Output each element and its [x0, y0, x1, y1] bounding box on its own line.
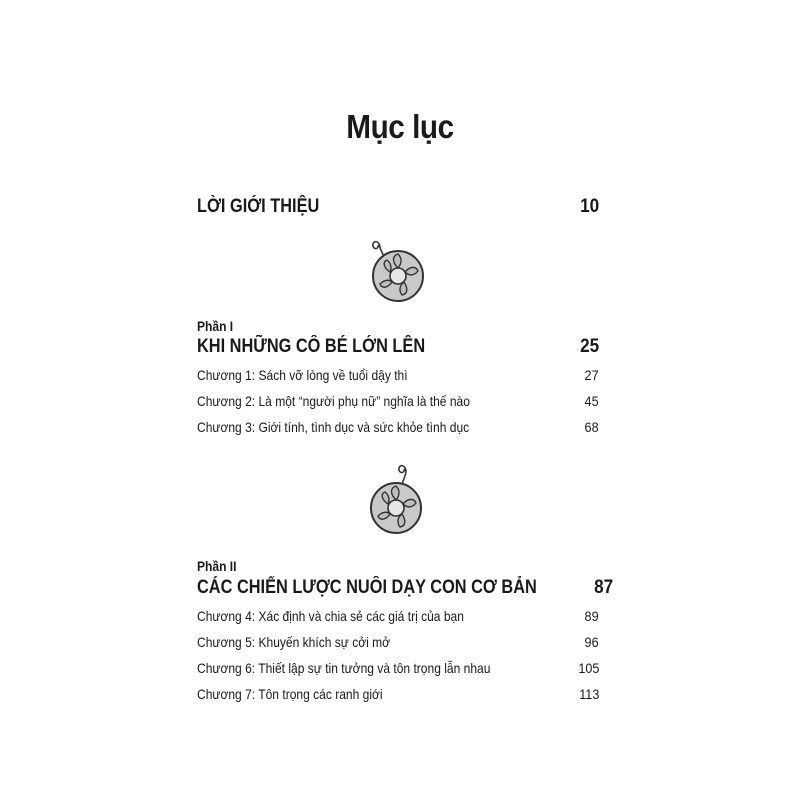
toc-entry-part-1[interactable] [197, 336, 599, 358]
part-label: Phần I [197, 318, 234, 334]
toc-entry-page: 27 [584, 367, 599, 383]
toc-entry-label: KHI NHỮNG CÔ BÉ LỚN LÊN [197, 336, 426, 357]
toc-entry-label: Chương 1: Sách vỡ lòng về tuổi dậy thì [197, 367, 408, 383]
toc-entry-page: 89 [584, 608, 599, 624]
toc-entry-chapter[interactable] [197, 660, 599, 676]
toc-entry-page: 96 [584, 634, 599, 650]
toc-entry-label: LỜI GIỚI THIỆU [197, 196, 320, 217]
toc-entry-page: 87 [594, 577, 614, 598]
toc-entry-chapter[interactable] [197, 367, 599, 383]
toc-entry-chapter[interactable] [197, 608, 599, 624]
toc-entry-page: 105 [577, 660, 599, 676]
part-label: Phần II [197, 558, 237, 574]
toc-entry-page: 113 [578, 686, 599, 702]
toc-entry-label: Chương 5: Khuyến khích sự cởi mở [197, 634, 391, 650]
toc-entry-label: Chương 2: Là một “người phụ nữ” nghĩa là thế nào [197, 393, 470, 409]
toc-entry-page: 68 [584, 419, 599, 435]
toc-entry-page: 25 [579, 336, 599, 357]
toc-entry-page: 10 [579, 196, 599, 217]
toc-entry-chapter[interactable] [197, 419, 599, 435]
toc-entry-label: Chương 6: Thiết lập sự tin tưởng và tôn trọng lẫn nhau [197, 660, 491, 676]
toc-entry-part-2[interactable] [197, 577, 614, 599]
toc-entry-intro[interactable] [197, 196, 599, 218]
floral-medallion-icon [358, 228, 438, 308]
floral-medallion-icon [358, 458, 438, 538]
toc-entry-label: Chương 7: Tôn trọng các ranh giới [197, 686, 383, 702]
page-title: Mục lục [346, 108, 454, 145]
toc-entry-page: 45 [584, 393, 599, 409]
toc-entry-chapter[interactable] [197, 393, 599, 409]
toc-entry-chapter[interactable] [197, 686, 599, 702]
toc-entry-chapter[interactable] [197, 634, 599, 650]
toc-entry-label: CÁC CHIẾN LƯỢC NUÔI DẠY CON CƠ BẢN [197, 577, 537, 598]
toc-entry-label: Chương 4: Xác định và chia sẻ các giá trị của bạn [197, 608, 464, 624]
toc-entry-label: Chương 3: Giới tính, tình dục và sức khỏe tình dục [197, 419, 470, 435]
